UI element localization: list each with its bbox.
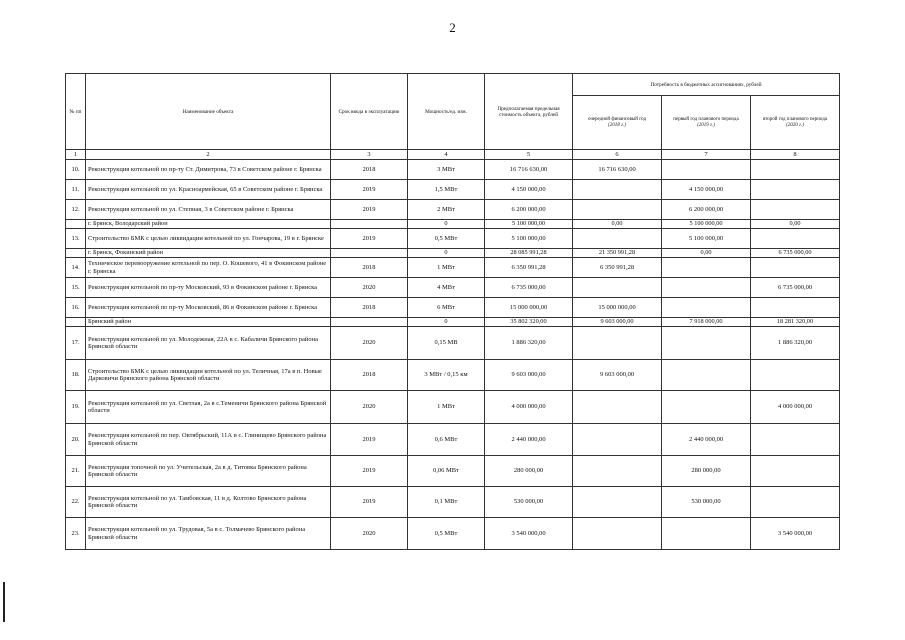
row-name: Реконструкция котельной по ул. Молодежная, 22А в с. Кабаличи Брянского района Брянской области — [86, 327, 331, 360]
row-capacity: 0,5 МВт — [408, 229, 485, 249]
row-cost: 15 000 000,00 — [485, 298, 573, 318]
row-no: 13. — [66, 229, 86, 249]
header-capacity: Мощность/ед. изм. — [408, 74, 485, 150]
header-year-3 — [751, 96, 840, 150]
row-cost: 530 000,00 — [485, 487, 573, 518]
table-row — [66, 391, 840, 424]
row-year-1: 21 350 991,28 — [573, 249, 662, 258]
row-no: 23. — [66, 518, 86, 550]
row-year-3: 6 735 000,00 — [751, 249, 840, 258]
row-year-1 — [573, 180, 662, 200]
row-year-3 — [751, 180, 840, 200]
row-no: 18. — [66, 360, 86, 391]
table-row — [66, 456, 840, 487]
row-year-1: 6 350 991,28 — [573, 258, 662, 278]
row-name: Реконструкция котельной по ул. Светлая, 2а в с.Теменичи Брянского района Брянской области — [86, 391, 331, 424]
row-cost: 6 350 991,28 — [485, 258, 573, 278]
row-capacity: 1 МВт — [408, 258, 485, 278]
row-date: 2018 — [331, 360, 408, 391]
column-number-row — [66, 150, 840, 160]
row-year-2: 7 918 000,00 — [662, 318, 751, 327]
row-date: 2020 — [331, 518, 408, 550]
row-no: 10. — [66, 160, 86, 180]
table-row — [66, 229, 840, 249]
row-no — [66, 249, 86, 258]
row-year-3: 0,00 — [751, 220, 840, 229]
row-year-2 — [662, 298, 751, 318]
header-date: Срок ввода в эксплуатацию — [331, 74, 408, 150]
row-year-3 — [751, 229, 840, 249]
header-year-2 — [662, 96, 751, 150]
table-row — [66, 487, 840, 518]
row-no — [66, 318, 86, 327]
row-no: 19. — [66, 391, 86, 424]
row-year-3: 1 886 320,00 — [751, 327, 840, 360]
row-cost: 4 000 000,00 — [485, 391, 573, 424]
row-no — [66, 220, 86, 229]
row-date — [331, 318, 408, 327]
row-capacity: 0 — [408, 318, 485, 327]
row-year-3: 18 281 320,00 — [751, 318, 840, 327]
row-year-2: 5 100 000,00 — [662, 229, 751, 249]
row-year-1: 16 716 630,00 — [573, 160, 662, 180]
row-year-2: 2 440 000,00 — [662, 424, 751, 456]
row-year-2: 6 200 000,00 — [662, 200, 751, 220]
header-year-1-label: очередной финансовый год — [587, 116, 647, 122]
row-year-3 — [751, 487, 840, 518]
row-date: 2020 — [331, 327, 408, 360]
row-capacity: 0,1 МВт — [408, 487, 485, 518]
row-year-1 — [573, 487, 662, 518]
table-header — [66, 74, 840, 160]
row-date: 2018 — [331, 298, 408, 318]
row-cost: 6 735 000,00 — [485, 278, 573, 298]
row-year-3 — [751, 298, 840, 318]
row-name: Реконструкция котельной по ул. Красноармейская, 65 в Советском районе г. Брянска — [86, 180, 331, 200]
row-date: 2018 — [331, 258, 408, 278]
row-cost: 280 000,00 — [485, 456, 573, 487]
row-year-1: 15 000 000,00 — [573, 298, 662, 318]
row-capacity: 0,5 МВт — [408, 518, 485, 550]
row-date: 2019 — [331, 456, 408, 487]
table-row — [66, 360, 840, 391]
row-date: 2019 — [331, 200, 408, 220]
row-year-2 — [662, 391, 751, 424]
col-number: 4 — [408, 150, 485, 160]
row-year-3 — [751, 424, 840, 456]
row-cost: 9 603 000,00 — [485, 360, 573, 391]
row-year-1 — [573, 327, 662, 360]
col-number: 1 — [66, 150, 86, 160]
row-cost: 2 440 000,00 — [485, 424, 573, 456]
col-number: 7 — [662, 150, 751, 160]
col-number: 6 — [573, 150, 662, 160]
margin-line — [3, 582, 5, 622]
header-year-3-label: второй год планового периода — [762, 116, 828, 122]
row-year-2: 5 100 000,00 — [662, 220, 751, 229]
header-cost: Предполагаемая предельная стоимость объекта, рублей — [485, 74, 573, 150]
row-date — [331, 220, 408, 229]
row-no: 11. — [66, 180, 86, 200]
table-row — [66, 160, 840, 180]
row-year-2 — [662, 160, 751, 180]
row-name: Строительство БМК с целью ликвидации котельной по ул. Гончарова, 19 в г. Брянске — [86, 229, 331, 249]
row-capacity: 6 МВт — [408, 298, 485, 318]
row-no: 15. — [66, 278, 86, 298]
row-year-2: 530 000,00 — [662, 487, 751, 518]
district-row — [66, 249, 840, 258]
budget-table — [65, 73, 840, 550]
col-number: 8 — [751, 150, 840, 160]
row-no: 21. — [66, 456, 86, 487]
row-year-2 — [662, 258, 751, 278]
row-year-2 — [662, 327, 751, 360]
row-name: Реконструкция котельной по пр-ту Ст. Димитрова, 73 в Советском районе г. Брянска — [86, 160, 331, 180]
row-date: 2019 — [331, 424, 408, 456]
header-year-2-period: (2019 г.) — [697, 122, 715, 128]
row-date: 2019 — [331, 487, 408, 518]
row-capacity: 0 — [408, 249, 485, 258]
row-year-2 — [662, 360, 751, 391]
row-date: 2020 — [331, 391, 408, 424]
header-year-2-label: первый год планового периода — [673, 116, 739, 122]
row-capacity: 0,06 МВт — [408, 456, 485, 487]
row-year-2 — [662, 518, 751, 550]
row-year-1 — [573, 456, 662, 487]
header-no: № пп — [66, 74, 86, 150]
row-cost: 6 200 000,00 — [485, 200, 573, 220]
row-cost: 1 886 320,00 — [485, 327, 573, 360]
row-year-1 — [573, 518, 662, 550]
row-capacity: 2 МВт — [408, 200, 485, 220]
row-year-1: 9 603 000,00 — [573, 318, 662, 327]
row-year-1 — [573, 391, 662, 424]
row-capacity: 3 МВт — [408, 160, 485, 180]
row-name: Техническое перевооружение котельной по пер. О. Кошевого, 41 в Фокинском районе г. Брянска — [86, 258, 331, 278]
row-cost: 16 716 630,00 — [485, 160, 573, 180]
row-name: Строительство БМК с целью ликвидации котельной по ул. Теличная, 17а в п. Новые Дарковичи Брянского района Брянской области — [86, 360, 331, 391]
row-capacity: 0 — [408, 220, 485, 229]
row-year-1 — [573, 278, 662, 298]
row-capacity: 3 МВт / 0,15 км — [408, 360, 485, 391]
row-date: 2018 — [331, 160, 408, 180]
header-year-1 — [573, 96, 662, 150]
row-year-2: 0,00 — [662, 249, 751, 258]
table-row — [66, 298, 840, 318]
row-name: Реконструкция котельной по ул. Степная, 3 в Советском районе г. Брянска — [86, 200, 331, 220]
row-year-3 — [751, 258, 840, 278]
district-row — [66, 220, 840, 229]
row-year-3 — [751, 456, 840, 487]
col-number: 2 — [86, 150, 331, 160]
row-no: 17. — [66, 327, 86, 360]
row-cost: 5 100 000,00 — [485, 220, 573, 229]
table-row — [66, 180, 840, 200]
row-name: Реконструкция котельной по ул. Трудовая, 5а в с. Толмачево Брянского района Брянской области — [86, 518, 331, 550]
row-capacity: 0,6 МВт — [408, 424, 485, 456]
row-year-1 — [573, 229, 662, 249]
row-year-2 — [662, 278, 751, 298]
table-row — [66, 327, 840, 360]
row-year-2: 4 150 000,00 — [662, 180, 751, 200]
row-date — [331, 249, 408, 258]
table-row — [66, 278, 840, 298]
row-year-3 — [751, 360, 840, 391]
row-capacity: 1 МВт — [408, 391, 485, 424]
col-number: 3 — [331, 150, 408, 160]
row-name: Брянский район — [86, 318, 331, 327]
row-year-1: 9 603 000,00 — [573, 360, 662, 391]
header-name: Наименование объекта — [86, 74, 331, 150]
row-no: 22. — [66, 487, 86, 518]
row-year-3 — [751, 200, 840, 220]
district-row — [66, 318, 840, 327]
table-row — [66, 258, 840, 278]
row-year-3: 3 540 000,00 — [751, 518, 840, 550]
row-no: 14. — [66, 258, 86, 278]
page-number: 2 — [449, 20, 456, 35]
table-row — [66, 200, 840, 220]
row-name: Реконструкция котельной по пр-ту Московский, 86 в Фокинском районе г. Брянска — [86, 298, 331, 318]
row-no: 12. — [66, 200, 86, 220]
header-year-1-period: (2018 г.) — [608, 122, 626, 128]
row-name: г. Брянск, Володарский район — [86, 220, 331, 229]
row-name: Реконструкция котельной по пер. Октябрьский, 11А в с. Глинищево Брянского района Брянской области — [86, 424, 331, 456]
row-name: г. Брянск, Фокинский район — [86, 249, 331, 258]
row-date: 2019 — [331, 180, 408, 200]
row-capacity: 1,5 МВт — [408, 180, 485, 200]
header-year-3-period: (2020 г.) — [786, 122, 804, 128]
row-cost: 28 085 991,28 — [485, 249, 573, 258]
row-no: 20. — [66, 424, 86, 456]
row-date: 2019 — [331, 229, 408, 249]
table-row — [66, 518, 840, 550]
row-year-3 — [751, 160, 840, 180]
row-cost: 3 540 000,00 — [485, 518, 573, 550]
row-no: 16. — [66, 298, 86, 318]
row-year-1: 0,00 — [573, 220, 662, 229]
row-year-3: 4 000 000,00 — [751, 391, 840, 424]
header-need: Потребность в бюджетных ассигнованиях, рублей — [573, 74, 840, 96]
row-year-1 — [573, 424, 662, 456]
col-number: 5 — [485, 150, 573, 160]
row-year-2: 280 000,00 — [662, 456, 751, 487]
row-year-3: 6 735 000,00 — [751, 278, 840, 298]
row-capacity: 4 МВт — [408, 278, 485, 298]
row-cost: 5 100 000,00 — [485, 229, 573, 249]
row-name: Реконструкция топочной по ул. Учительская, 2а в д. Титовка Брянского района Брянской области — [86, 456, 331, 487]
table-row — [66, 424, 840, 456]
row-cost: 4 150 000,00 — [485, 180, 573, 200]
row-name: Реконструкция котельной по ул. Тамбовская, 11 в д. Колтово Брянского района Брянской области — [86, 487, 331, 518]
row-date: 2020 — [331, 278, 408, 298]
row-cost: 35 802 320,00 — [485, 318, 573, 327]
row-name: Реконструкция котельной по пр-ту Московский, 93 в Фокинском районе г. Брянска — [86, 278, 331, 298]
row-capacity: 0,15 МВ — [408, 327, 485, 360]
row-year-1 — [573, 200, 662, 220]
